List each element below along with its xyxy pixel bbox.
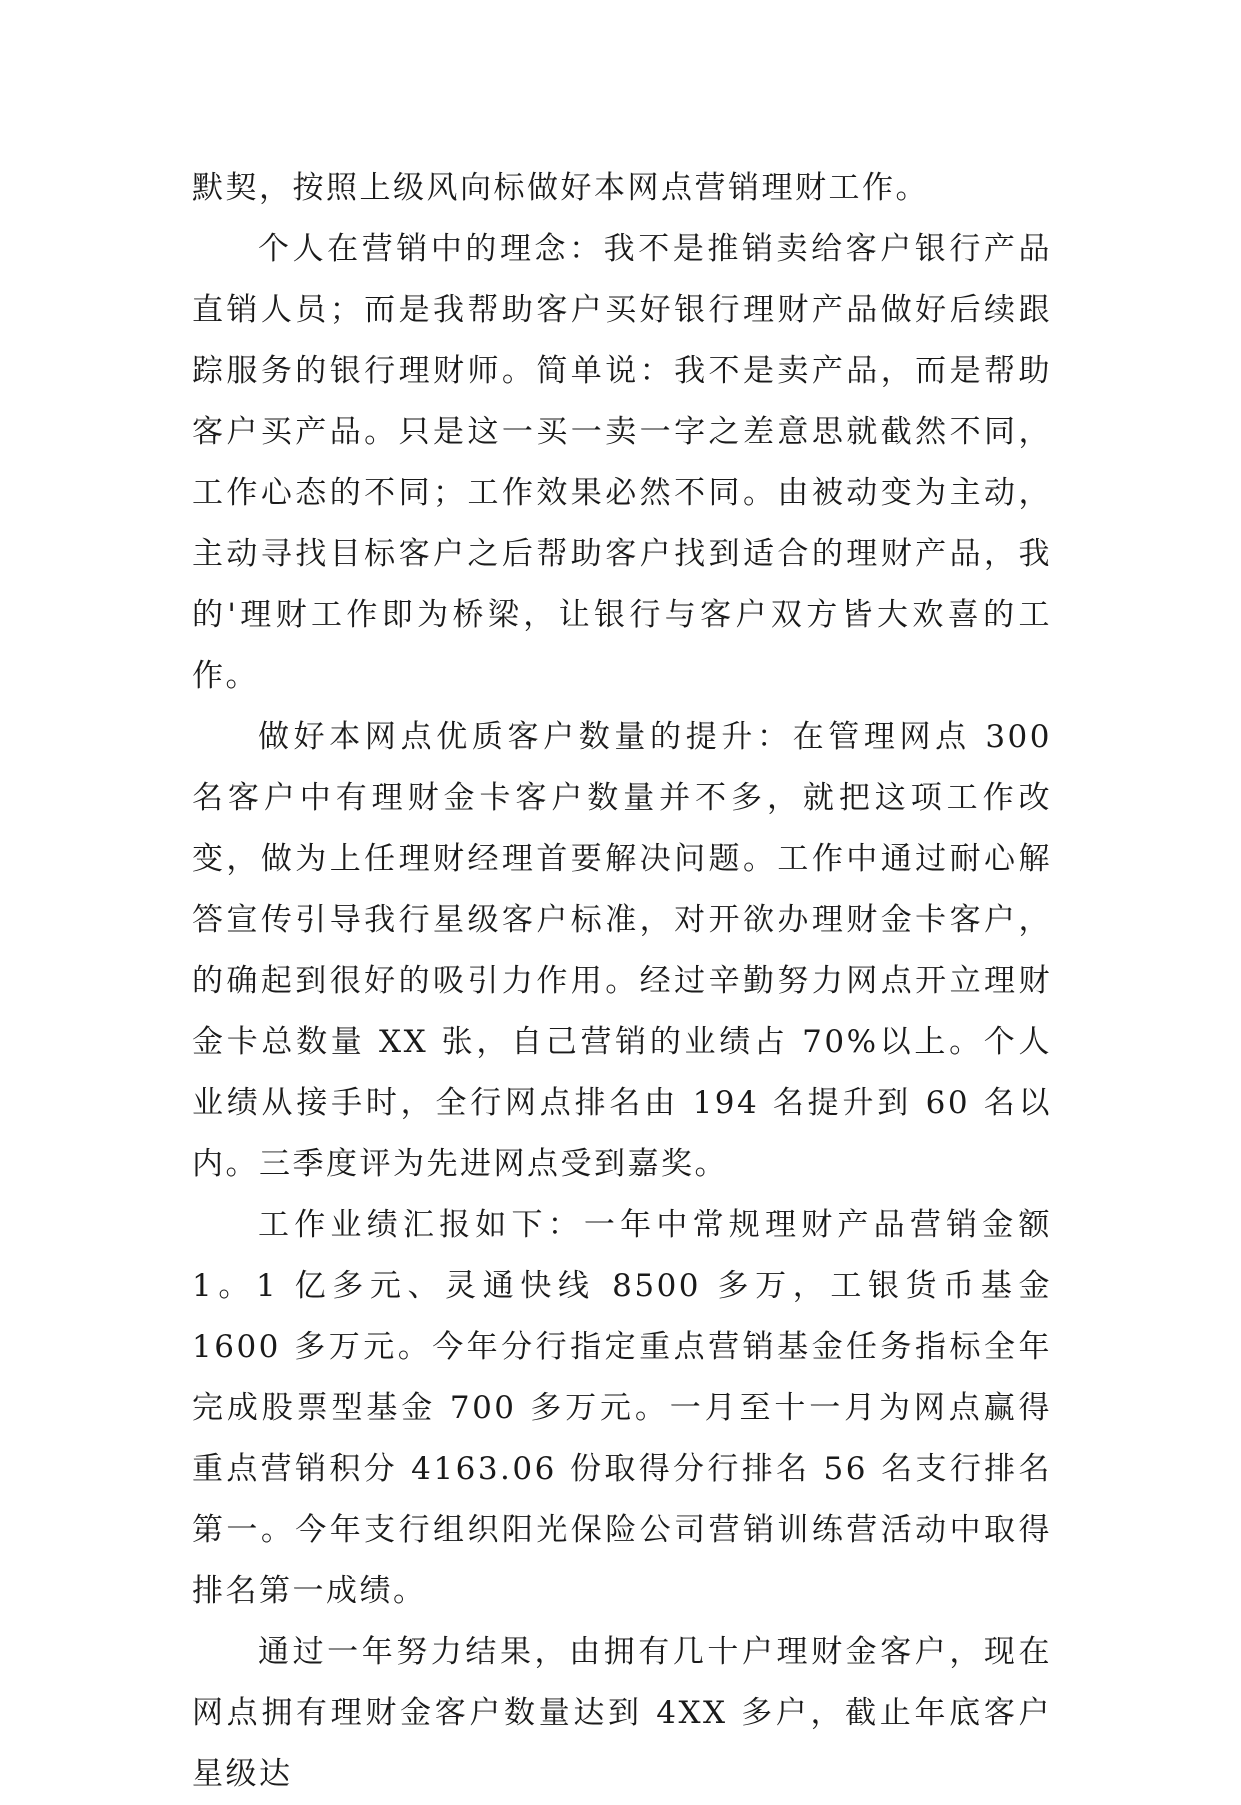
document-body [192, 158, 1052, 1805]
paragraph-2: 个人在营销中的理念：我不是推销卖给客户银行产品直销人员；而是我帮助客户买好银行理财产品做好后续跟踪服务的银行理财师。简单说：我不是卖产品，而是帮助客户买产品。只是这一买一卖一字之差意思就截然不同，工作心态的不同；工作效果必然不同。由被动变为主动，主动寻找目标客户之后帮助客户找到适合的理财产品，我的'理财工作即为桥梁，让银行与客户双方皆大欢喜的工作。 [192, 231, 1052, 694]
paragraph-3: 做好本网点优质客户数量的提升：在管理网点 300 名客户中有理财金卡客户数量并不多，就把这项工作改变，做为上任理财经理首要解决问题。工作中通过耐心解答宣传引导我行星级客户标准，对开欲办理财金卡客户，的确起到很好的吸引力作用。经过辛勤努力网点开立理财金卡总数量 XX 张，自己营销的业绩占 70%以上。个人业绩从接手时，全行网点排名由 194 名提升到 60 名以内。三季度评为先进网点受到嘉奖。 [192, 719, 1052, 1182]
paragraph-1: 默契，按照上级风向标做好本网点营销理财工作。 [192, 170, 929, 206]
paragraph-5: 通过一年努力结果，由拥有几十户理财金客户，现在网点拥有理财金客户数量达到 4XX 多户，截止年底客户星级达 [192, 1634, 1052, 1792]
paragraph-4: 工作业绩汇报如下：一年中常规理财产品营销金额 1。1 亿多元、灵通快线 8500 多万，工银货币基金 1600 多万元。今年分行指定重点营销基金任务指标全年完成股票型基金 700 多万元。一月至十一月为网点赢得重点营销积分 4163.06 份取得分行排名 56 名支行排名第一。今年支行组织阳光保险公司营销训练营活动中取得排名第一成绩。 [192, 1207, 1052, 1609]
